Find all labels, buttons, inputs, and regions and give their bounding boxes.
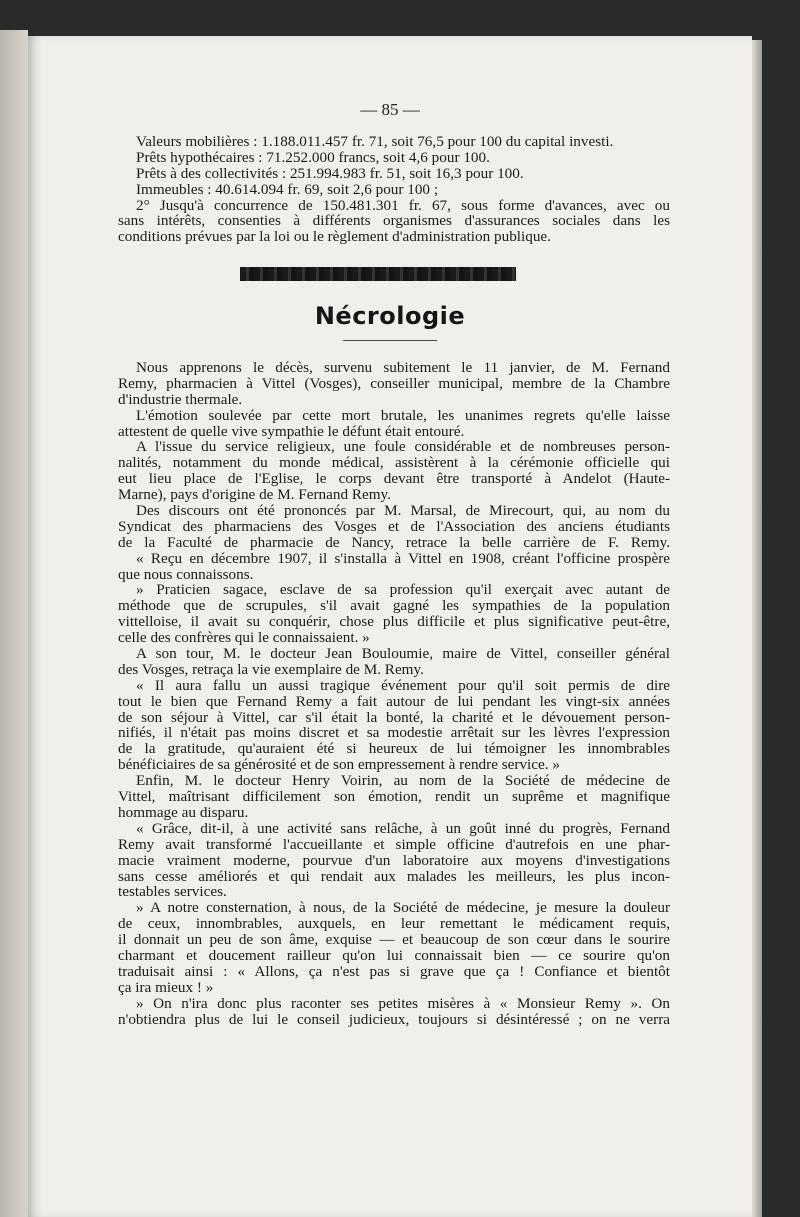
text-line: Des discours ont été prononcés par M. Marsal, de Mirecourt, qui, au nom du — [136, 503, 670, 519]
text-line: A son tour, M. le docteur Jean Bouloumie, maire de Vittel, conseiller général — [136, 646, 670, 662]
text-line: Vittel, maîtrisant difficilement son émotion, rendit un suprême et magnifique — [118, 789, 670, 805]
document-page — [28, 36, 752, 1217]
text-line: Prêts hypothécaires : 71.252.000 francs, soit 4,6 pour 100. — [136, 148, 490, 166]
text-line: il donnait un peu de son âme, exquise — et beaucoup de son cœur dans le sourire — [118, 932, 670, 948]
page-number: — 85 — — [360, 100, 420, 119]
text-line: eut lieu place de l'Eglise, le corps devant être transporté à Andelot (Haute- — [118, 471, 670, 488]
text-line: celle des confrères qui le connaissaient. » — [118, 629, 370, 647]
text-line: » A notre consternation, à nous, de la Société de médecine, je mesure la douleur — [136, 900, 670, 917]
facing-page-edge — [0, 30, 28, 1217]
text-line: Syndicat des pharmaciens des Vosges et de l'Association des anciens étudiants — [118, 518, 670, 535]
section-title: Nécrologie — [314, 302, 466, 330]
title-underline — [343, 340, 437, 341]
text-line: L'émotion soulevée par cette mort brutale, les unanimes regrets qu'elle laisse — [136, 407, 670, 424]
text-line: sans cesse améliorés et qui rendait aux malades les meilleurs, les plus incon- — [118, 868, 670, 885]
text-line: testables services. — [118, 883, 227, 901]
text-line: de la Faculté de pharmacie de Nancy, retrace la belle carrière de F. Remy. — [118, 534, 670, 551]
text-line: nifiés, il n'était pas moins discret et sa modestie arrêtait sur les lèvres l'expression — [118, 725, 670, 742]
text-line: vittelloise, il avait su conquérir, chose plus difficile et plus significative peut-être, — [118, 614, 670, 631]
text-line: des Vosges, retraça la vie exemplaire de M. Remy. — [118, 660, 424, 678]
text-line: traduisait ainsi : « Allons, ça n'est pas si grave que ça ! Confiance et bientôt — [118, 963, 670, 980]
page-thickness-edge — [752, 40, 762, 1217]
text-line: A l'issue du service religieux, une foule considérable et de nombreuses person- — [136, 439, 670, 456]
text-line: que nous connaissons. — [118, 565, 254, 583]
text-line: macie vraiment moderne, pourvue d'un laboratoire aux moyens d'investigations — [118, 852, 670, 869]
text-line: Immeubles : 40.614.094 fr. 69, soit 2,6 pour 100 ; — [136, 180, 439, 198]
financial-summary-block — [118, 134, 670, 245]
text-line: 2° Jusqu'à concurrence de 150.481.301 fr. 67, sous forme d'avances, avec ou — [136, 197, 670, 214]
text-line: de la gratitude, qu'auraient été si heureux de lui témoigner les innombrables — [118, 741, 670, 758]
obituary-text-block — [118, 360, 670, 1027]
text-line: Prêts à des collectivités : 251.994.983 fr. 51, soit 16,3 pour 100. — [136, 164, 524, 182]
text-line: » Praticien sagace, esclave de sa profession qu'il exerçait avec autant de — [136, 582, 670, 599]
text-line: Nous apprenons le décès, survenu subitement le 11 janvier, de M. Fernand — [136, 360, 670, 376]
text-line: hommage au disparu. — [118, 803, 249, 821]
text-line: méthode que de scrupules, s'il avait gagné les sympathies de la population — [118, 598, 670, 615]
text-line: Remy avait transformé l'accueillante et simple officine d'autrefois en une phar- — [118, 836, 670, 853]
text-line: » On n'ira donc plus raconter ses petites misères à « Monsieur Remy ». On — [136, 995, 670, 1012]
text-line: de ceux, innombrables, auxquels, en leur remettant le médicament requis, — [118, 916, 670, 933]
text-line: attestent de quelle vive sympathie le défunt était entouré. — [118, 422, 465, 440]
section-divider-bar — [240, 267, 516, 281]
text-line: tout le bien que Fernand Remy a fait autour de lui pendant les vingt-six années — [118, 693, 670, 710]
text-line: ça ira mieux ! » — [118, 978, 214, 996]
text-line: Marne), pays d'origine de M. Fernand Remy. — [118, 486, 391, 504]
text-line: conditions prévues par la loi ou le règlement d'administration publique. — [118, 228, 551, 246]
text-line: Remy, pharmacien à Vittel (Vosges), conseiller municipal, membre de la Chambre — [118, 375, 670, 392]
text-line: de son séjour à Vittel, car s'il était la bonté, la charité et le dévouement person- — [118, 709, 670, 726]
text-line: charmant et doucement railleur qu'on lui connaissait bien — ce sourire qu'on — [118, 947, 670, 964]
text-line: « Il aura fallu un aussi tragique événement pour qu'il soit permis de dire — [136, 677, 670, 694]
text-line: bénéficiaires de sa générosité et de son empressement à rendre service. » — [118, 756, 560, 774]
text-line: sans intérêts, consenties à différents organismes d'assurances sociales dans les — [118, 213, 670, 230]
text-line: « Reçu en décembre 1907, il s'installa à Vittel en 1908, créant l'officine prospère — [136, 550, 670, 567]
text-line: Valeurs mobilières : 1.188.011.457 fr. 71, soit 76,5 pour 100 du capital investi. — [136, 133, 614, 150]
text-line: nalités, notamment du monde médical, assistèrent à la cérémonie officielle qui — [118, 455, 670, 472]
text-line: « Grâce, dit-il, à une activité sans relâche, à un goût inné du progrès, Fernand — [136, 820, 670, 837]
text-line: n'obtiendra plus de lui le conseil judicieux, toujours si désintéressé ; on ne verra — [118, 1011, 670, 1028]
text-line: d'industrie thermale. — [118, 390, 243, 408]
text-line: Enfin, M. le docteur Henry Voirin, au nom de la Société de médecine de — [136, 773, 670, 790]
